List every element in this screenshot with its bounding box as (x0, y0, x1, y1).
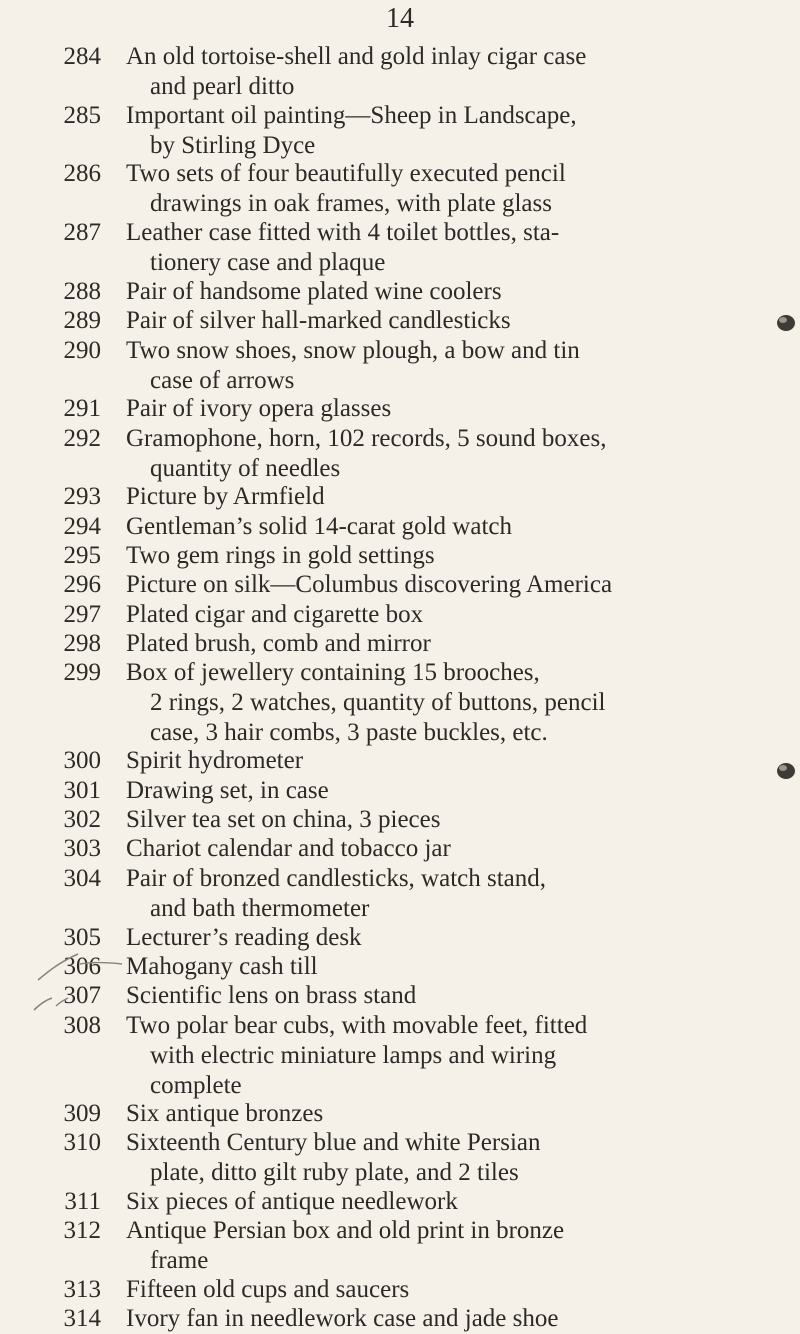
lot-description-line: frame (150, 1247, 209, 1274)
lot-description-line: by Stirling Dyce (150, 131, 316, 159)
lot-description-line: Spirit hydrometer (126, 747, 304, 775)
lot-number: 301 (63, 776, 101, 804)
lot-number: 303 (63, 835, 101, 863)
lot-description-line: Ivory fan in needlework case and jade shoe (126, 1305, 559, 1333)
lot-description-line: Six antique bronzes (126, 1099, 324, 1127)
lot-number: 286 (63, 160, 101, 188)
lot-description (126, 570, 686, 600)
handwritten-pencil-mark (30, 940, 130, 1020)
lot-description-line: plate, ditto gilt ruby plate, and 2 tiles (150, 1158, 519, 1186)
lot-description (126, 1099, 686, 1129)
lot-description-line: Plated brush, comb and mirror (126, 630, 431, 657)
lot-description (126, 981, 686, 1011)
page-number: 14 (386, 3, 414, 34)
lot-description (126, 1275, 686, 1305)
lot-description-line: quantity of needles (150, 454, 341, 482)
lot-description-line: Drawing set, in case (126, 776, 329, 804)
lot-description-line: Silver tea set on china, 3 pieces (126, 806, 441, 834)
lot-number: 306 (63, 952, 101, 980)
lot-description-line: Scientific lens on brass stand (126, 982, 417, 1010)
lot-description-line: Picture on silk—Columbus discovering America (126, 571, 613, 599)
lot-description-line: Pair of bronzed candlesticks, watch stand, (126, 864, 547, 892)
ink-blot-mark (774, 312, 798, 334)
lot-number: 285 (63, 101, 101, 129)
lot-description-line: Six pieces of antique needlework (126, 1187, 458, 1215)
lot-number: 312 (63, 1217, 101, 1244)
lot-number: 288 (63, 277, 101, 305)
lot-description-line: and pearl ditto (150, 73, 295, 100)
lot-number: 291 (63, 395, 101, 423)
lot-number: 298 (63, 630, 101, 657)
lot-description-line: 2 rings, 2 watches, quantity of buttons, pencil (150, 689, 606, 717)
lot-number: 309 (63, 1099, 101, 1127)
lot-description-line: Mahogany cash till (126, 952, 318, 980)
lot-description (126, 42, 686, 102)
lot-description (126, 541, 686, 571)
lot-description-line: Important oil painting—Sheep in Landscape, (126, 101, 577, 129)
lot-description-line: Plated cigar and cigarette box (126, 600, 424, 628)
lot-description-line: Pair of handsome plated wine coolers (126, 277, 502, 305)
lot-description-line: Gentleman’s solid 14-carat gold watch (126, 512, 512, 540)
lot-description-line: tionery case and plaque (150, 249, 386, 277)
lot-description (126, 746, 686, 776)
lot-description (126, 306, 686, 336)
lot-number: 314 (63, 1305, 101, 1333)
lot-description-line: Two polar bear cubs, with movable feet, fitted (126, 1011, 588, 1039)
lot-number: 292 (63, 424, 101, 452)
lot-description (126, 600, 686, 630)
lot-number: 299 (63, 659, 101, 687)
lot-description (126, 101, 686, 161)
lot-description-line: Antique Persian box and old print in bronze (126, 1217, 565, 1244)
lot-description-line: Chariot calendar and tobacco jar (126, 835, 451, 863)
lot-description (126, 805, 686, 835)
lot-description (126, 512, 686, 542)
lot-description (126, 277, 686, 307)
lot-description (126, 424, 686, 484)
lot-description-line: case of arrows (150, 366, 295, 394)
lot-description (126, 629, 686, 659)
lot-description-line: An old tortoise-shell and gold inlay cigar case (126, 43, 587, 70)
lot-number: 300 (63, 747, 101, 775)
lot-description-line: Pair of ivory opera glasses (126, 395, 392, 423)
lot-number: 308 (63, 1011, 101, 1039)
lot-number: 304 (63, 864, 101, 892)
lot-description (126, 952, 686, 982)
lot-description (126, 159, 686, 219)
lot-description-line: Box of jewellery containing 15 brooches, (126, 659, 540, 687)
lot-description (126, 1216, 686, 1276)
lot-number: 295 (63, 541, 101, 569)
lot-description (126, 394, 686, 424)
lot-description-line: Two sets of four beautifully executed pencil (126, 160, 566, 188)
lot-number: 313 (63, 1275, 101, 1303)
lot-description-line: Two snow shoes, snow plough, a bow and tin (126, 336, 580, 364)
lot-number: 284 (63, 43, 101, 70)
lot-description (126, 1128, 686, 1188)
lot-number: 302 (63, 806, 101, 834)
lot-description-line: and bath thermometer (150, 894, 370, 922)
ink-blot-mark (774, 760, 798, 782)
lot-description-line: Lecturer’s reading desk (126, 923, 362, 951)
lot-description (126, 1011, 686, 1101)
lot-number: 310 (63, 1128, 101, 1156)
lot-description-line: case, 3 hair combs, 3 paste buckles, etc. (150, 719, 548, 747)
lot-description (126, 482, 686, 512)
lot-description (126, 1304, 686, 1334)
lot-description-line: Two gem rings in gold settings (126, 541, 435, 569)
lot-description (126, 336, 686, 396)
lot-number: 307 (63, 982, 101, 1010)
lot-description (126, 834, 686, 864)
lot-description-line: Sixteenth Century blue and white Persian (126, 1128, 541, 1156)
lot-number: 294 (63, 512, 101, 540)
lot-number: 289 (63, 307, 101, 335)
lot-number: 293 (63, 483, 101, 511)
lot-description-line: with electric miniature lamps and wiring (150, 1041, 557, 1069)
lot-number: 311 (64, 1187, 101, 1215)
lot-description-line: Fifteen old cups and saucers (126, 1275, 410, 1303)
lot-description (126, 864, 686, 924)
lot-number: 305 (63, 923, 101, 951)
lot-number: 297 (63, 600, 101, 628)
lot-description-line: drawings in oak frames, with plate glass (150, 190, 552, 218)
lot-description-line: Gramophone, horn, 102 records, 5 sound boxes, (126, 424, 607, 452)
lot-description-line: complete (150, 1071, 242, 1099)
lot-description (126, 923, 686, 953)
lot-description-line: Pair of silver hall-marked candlesticks (126, 307, 511, 335)
lot-number: 290 (63, 336, 101, 364)
lot-number: 287 (63, 219, 101, 247)
lot-number: 296 (63, 571, 101, 599)
lot-description-line: Leather case fitted with 4 toilet bottles, sta- (126, 219, 560, 247)
lot-description (126, 218, 686, 278)
lot-description (126, 658, 686, 748)
lot-description (126, 1187, 686, 1217)
lot-description (126, 776, 686, 806)
lot-description-line: Picture by Armfield (126, 483, 325, 511)
